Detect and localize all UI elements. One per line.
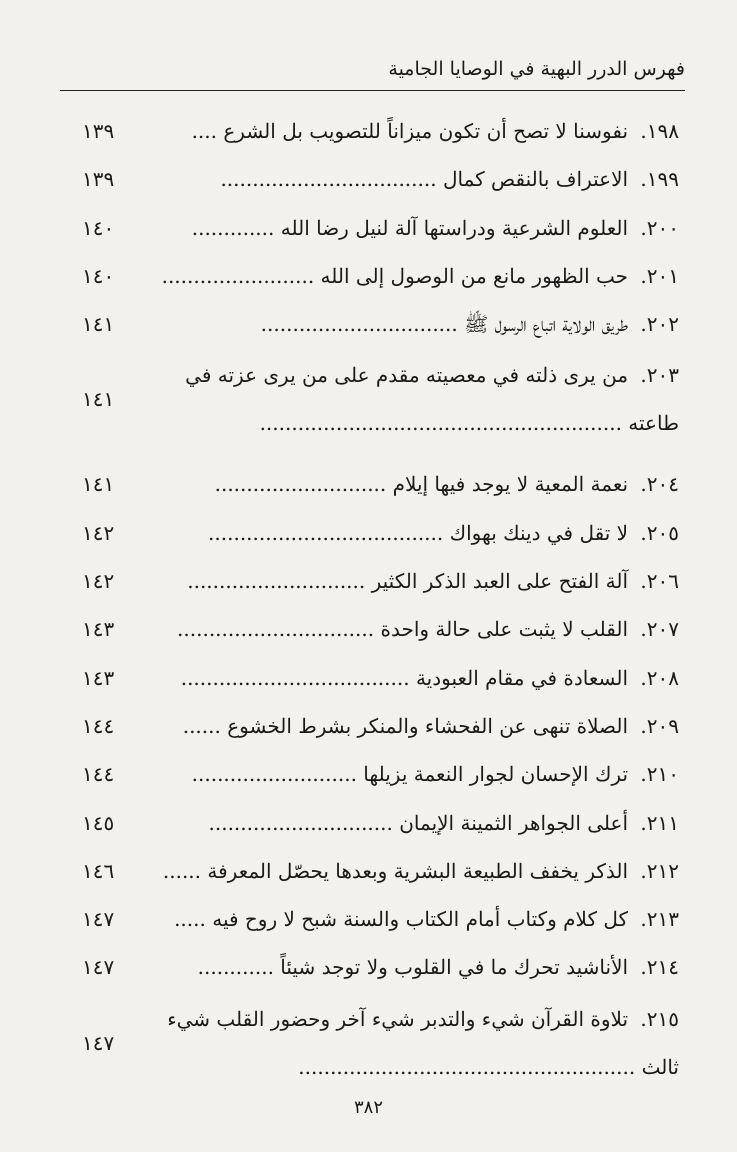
toc-entry: [82, 359, 679, 447]
leader-dots: ...............................: [177, 617, 375, 642]
entry-body: [158, 215, 679, 242]
entry-number: ٢٠٤.: [640, 472, 679, 497]
entry-number: ٢٠٢.: [640, 312, 679, 337]
entry-body: [158, 520, 679, 547]
entry-page: ١٤٦: [82, 858, 115, 883]
entry-title: من يرى ذلته في معصيته مقدم على من يرى عزته في طاعته: [185, 363, 679, 436]
entry-page: ١٤١: [82, 387, 115, 412]
leader-dots: ......: [162, 858, 202, 883]
toc-entry: [82, 520, 679, 547]
toc-entry: [82, 810, 679, 837]
entry-body: [158, 665, 679, 692]
entry-title: الأناشيد تحرك ما في القلوب ولا توجد شيئاً: [280, 955, 629, 980]
toc-entry: [82, 471, 679, 498]
entry-title: الاعتراف بالنقص كمال: [442, 167, 629, 192]
entry-body: [158, 906, 679, 933]
entry-number: ٢٠٨.: [640, 665, 679, 690]
entry-title: حب الظهور مانع من الوصول إلى الله: [320, 263, 629, 288]
entry-page: ١٤٣: [82, 617, 115, 642]
entry-number: ١٩٩.: [640, 167, 679, 192]
leader-dots: ......: [182, 713, 221, 738]
entry-page: ١٤٤: [82, 713, 115, 738]
header-title: فهرس الدرر البهية في الوصايا الجامية: [388, 58, 685, 80]
entry-page: ١٤١: [82, 312, 115, 337]
entry-page: ١٤٧: [82, 907, 115, 932]
toc-entry: [82, 166, 679, 193]
entry-body: [158, 616, 679, 643]
entry-number: ٢١٢.: [640, 858, 679, 883]
entry-title: آلة الفتح على العبد الذكر الكثير: [371, 569, 629, 594]
leader-dots: .............................: [208, 810, 393, 835]
entry-page: ١٣٩: [82, 167, 115, 192]
toc-entry: [82, 954, 679, 981]
entry-number: ٢٠٣.: [640, 363, 679, 388]
toc-entry: [82, 568, 679, 595]
entry-body: [158, 311, 679, 338]
entry-number: ٢٠٠.: [640, 215, 679, 240]
entry-page: ١٤٧: [82, 955, 115, 980]
toc-entry: [82, 713, 679, 740]
leader-dots: ............................: [187, 569, 366, 594]
entry-body: [158, 471, 679, 498]
entry-title: القلب لا يثبت على حالة واحدة: [380, 617, 629, 642]
toc-entry: [82, 215, 679, 242]
toc-entry: [82, 761, 679, 788]
leader-dots: ...........................: [214, 472, 387, 497]
leader-dots: ..........................: [191, 762, 357, 787]
leader-dots: .............: [191, 215, 275, 240]
toc-entry: [82, 858, 679, 885]
entry-page: ١٤٧: [82, 1030, 115, 1055]
entry-page: ١٤٤: [82, 762, 115, 787]
toc-entry: [82, 665, 679, 692]
entry-number: ٢٠٩.: [640, 713, 679, 738]
leader-dots: .....................................: [208, 520, 444, 545]
entry-body: [158, 351, 679, 447]
entry-title: الصلاة تنهى عن الفحشاء والمنكر بشرط الخشوع: [227, 713, 629, 738]
entry-page: ١٣٩: [82, 119, 115, 143]
toc-entry: [82, 616, 679, 643]
entry-title: العلوم الشرعية ودراستها آلة لنيل رضا الله: [280, 215, 629, 240]
table-of-contents: [82, 118, 679, 1115]
toc-entry: [82, 263, 679, 290]
toc-entry: [82, 906, 679, 933]
entry-title: السعادة في مقام العبودية: [415, 665, 629, 690]
entry-number: ٢١٣.: [640, 907, 679, 932]
entry-title: طريق الولاية اتباع الرسول ﷺ: [464, 312, 629, 337]
toc-entry: [82, 118, 679, 145]
entry-title: الذكر يخفف الطبيعة البشرية وبعدها يحصّل المعرفة: [207, 858, 629, 883]
entry-body: [158, 263, 679, 290]
leader-dots: ...............................: [260, 312, 458, 337]
entry-body: [158, 118, 679, 145]
entry-number: ١٩٨.: [640, 119, 679, 143]
entry-page: ١٤٥: [82, 810, 115, 835]
entry-page: ١٤٠: [82, 215, 115, 240]
entry-page: ١٤٣: [82, 665, 115, 690]
entry-title: كل كلام وكتاب أمام الكتاب والسنة شبح لا روح فيه: [212, 907, 629, 932]
entry-body: [158, 166, 679, 193]
entry-title: لا تقل في دينك بهواك: [449, 520, 629, 545]
page-number: ٣٨٢: [353, 1097, 383, 1118]
entry-body: [158, 995, 679, 1091]
leader-dots: .....................................................: [298, 1054, 636, 1079]
entry-body: [158, 954, 679, 981]
entry-title: ترك الإحسان لجوار النعمة يزيلها: [363, 762, 629, 787]
entry-body: [158, 858, 679, 885]
entry-body: [158, 761, 679, 788]
entry-title: نفوسنا لا تصح أن تكون ميزاناً للتصويب بل الشرع: [223, 119, 629, 143]
entry-title: نعمة المعية لا يوجد فيها إيلام: [392, 472, 629, 497]
leader-dots: ....: [191, 119, 218, 143]
toc-entry: [82, 1003, 679, 1091]
entry-number: ٢١٥.: [640, 1006, 679, 1031]
entry-number: ٢٠٧.: [640, 617, 679, 642]
entry-number: ٢٠٥.: [640, 520, 679, 545]
leader-dots: .........................................................: [259, 411, 622, 436]
entry-title: تلاوة القرآن شيء والتدبر شيء آخر وحضور القلب شيء ثالث: [167, 1006, 679, 1079]
entry-body: [158, 713, 679, 740]
entry-title: أعلى الجواهر الثمينة الإيمان: [399, 810, 629, 835]
entry-page: ١٤١: [82, 472, 115, 497]
entry-number: ٢٠٦.: [640, 569, 679, 594]
entry-number: ٢١٠.: [640, 762, 679, 787]
entry-number: ٢١١.: [640, 810, 679, 835]
leader-dots: .....: [174, 907, 206, 932]
running-header: [60, 52, 685, 91]
toc-entry: [82, 311, 679, 338]
leader-dots: ....................................: [180, 665, 410, 690]
leader-dots: ..................................: [220, 167, 437, 192]
entry-page: ١٤٠: [82, 263, 115, 288]
leader-dots: ........................: [161, 263, 315, 288]
entry-number: ٢١٤.: [640, 955, 679, 980]
entry-body: [158, 568, 679, 595]
leader-dots: ............: [197, 955, 274, 980]
entry-page: ١٤٢: [82, 520, 115, 545]
entry-page: ١٤٢: [82, 569, 115, 594]
entry-number: ٢٠١.: [640, 263, 679, 288]
entry-body: [158, 810, 679, 837]
